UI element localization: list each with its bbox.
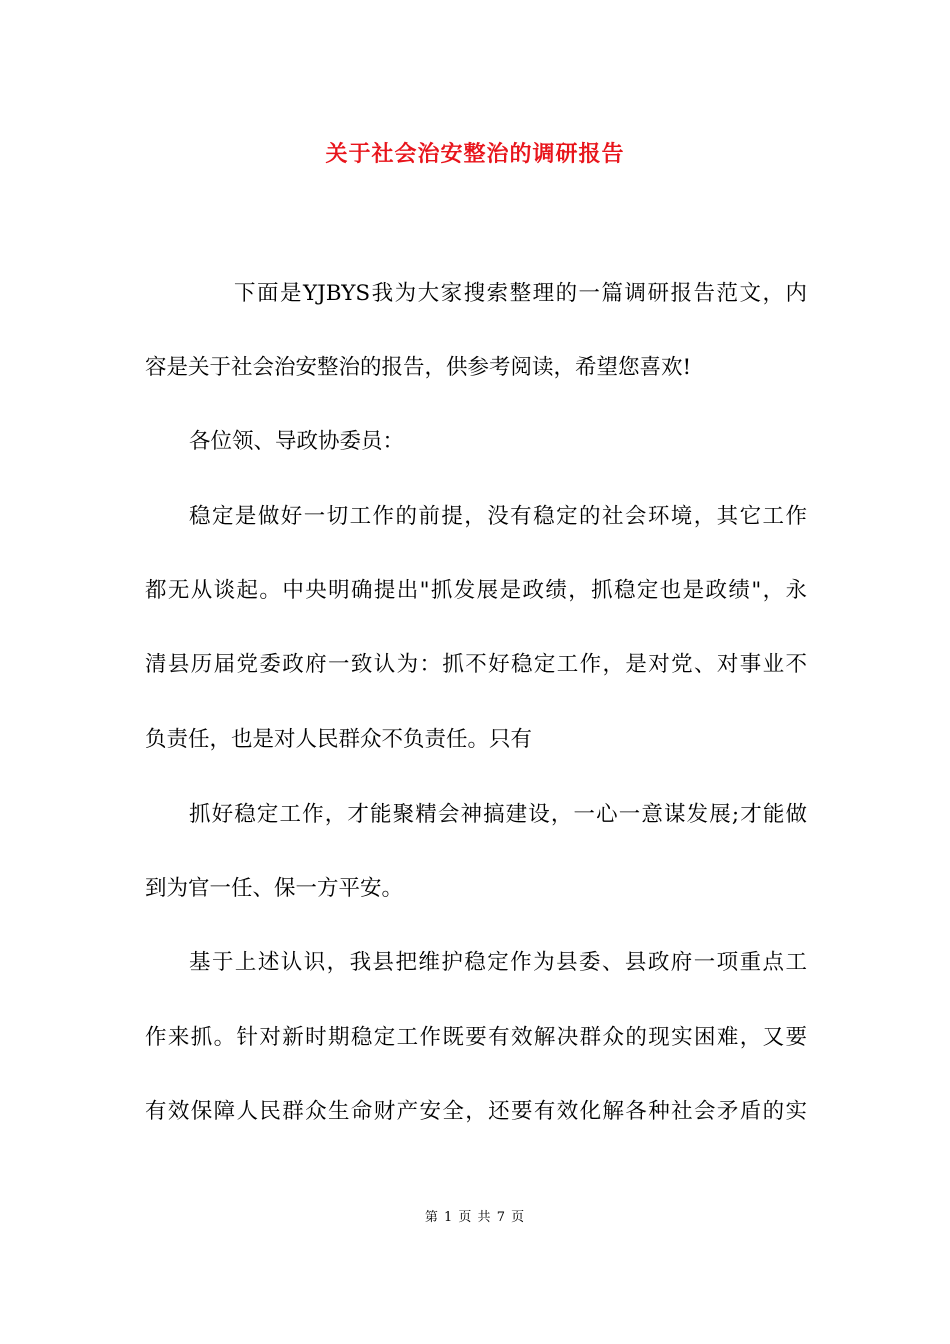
paragraph-line: 基于上述认识，我县把维护稳定作为县委、县政府一项重点工 xyxy=(189,950,807,975)
paragraph-line: 清县历届党委政府一致认为：抓不好稳定工作，是对党、对事业不 xyxy=(145,652,807,677)
paragraph-line: 容是关于社会治安整治的报告，供参考阅读，希望您喜欢! xyxy=(145,355,692,380)
paragraph-line: 负责任，也是对人民群众不负责任。只有 xyxy=(145,727,533,752)
paragraph-line: 都无从谈起。中央明确提出"抓发展是政绩，抓稳定也是政绩"，永 xyxy=(145,578,807,603)
paragraph-line: 各位领、导政协委员： xyxy=(189,429,405,454)
paragraph-line: 有效保障人民群众生命财产安全，还要有效化解各种社会矛盾的实 xyxy=(145,1099,807,1124)
document-title: 关于社会治安整治的调研报告 xyxy=(325,141,625,167)
paragraph-line: 下面是YJBYS我为大家搜索整理的一篇调研报告范文，内 xyxy=(234,281,807,306)
paragraph-line: 稳定是做好一切工作的前提，没有稳定的社会环境，其它工作 xyxy=(189,504,807,529)
paragraph-line: 抓好稳定工作，才能聚精会神搞建设，一心一意谋发展;才能做 xyxy=(189,802,807,827)
paragraph-line: 到为官一任、保一方平安。 xyxy=(145,876,404,901)
page-footer: 第 1 页 共 7 页 xyxy=(424,1210,526,1225)
paragraph-line: 作来抓。针对新时期稳定工作既要有效解决群众的现实困难，又要 xyxy=(145,1025,807,1050)
